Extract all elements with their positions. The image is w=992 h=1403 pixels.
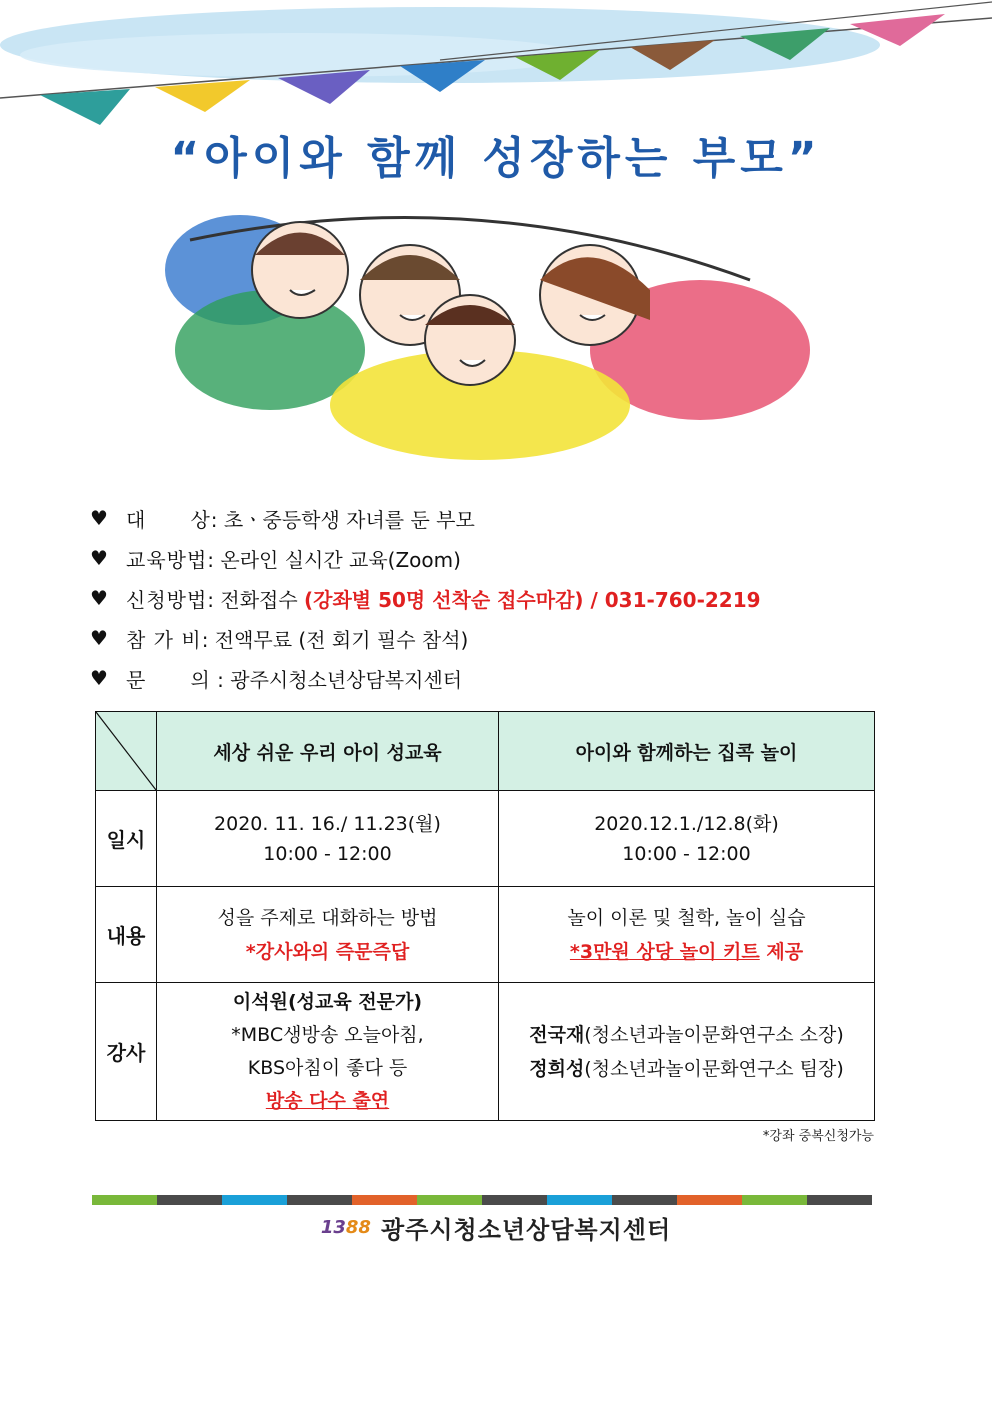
instructor-name: 전국재	[529, 1023, 585, 1046]
footer-bar-segment	[547, 1195, 612, 1205]
table-row-date	[96, 791, 875, 887]
footer-bar-segment	[157, 1195, 222, 1205]
footer-bar-segment	[807, 1195, 872, 1205]
date-text: 2020.12.1./12.8(화)	[594, 812, 779, 835]
instructor-career: *MBC생방송 오늘아침,	[231, 1023, 424, 1046]
content-text: 성을 주제로 대화하는 방법	[217, 906, 438, 929]
row-label-date: 일시	[96, 791, 157, 887]
row-label-instructor: 강사	[96, 983, 157, 1121]
content-text: 놀이 이론 및 철학, 놀이 실습	[567, 906, 806, 929]
footer-color-bar	[92, 1195, 872, 1205]
date-text: 2020. 11. 16./ 11.23(월)	[214, 812, 441, 835]
instructor-career: KBS아침이 좋다 등	[247, 1056, 408, 1079]
content-cell-2	[499, 887, 875, 983]
footer	[0, 1210, 992, 1245]
footnote: *강좌 중복신청가능	[762, 1129, 874, 1144]
column-header-sex-education: 세상 쉬운 우리 아이 성교육	[157, 712, 499, 791]
info-value: : 광주시청소년상담복지센터	[210, 667, 463, 692]
info-label: 문 의	[126, 667, 211, 692]
info-value: : 온라인 실시간 교육(Zoom)	[207, 547, 461, 572]
footer-bar-segment	[352, 1195, 417, 1205]
column-header-home-play: 아이와 함께하는 집콕 놀이	[499, 712, 875, 791]
heart-icon: ♥	[90, 666, 108, 690]
instructor-highlight: 방송 다수 출연	[265, 1089, 390, 1112]
date-cell-1	[157, 791, 499, 887]
diagonal-cell	[96, 712, 157, 791]
heart-icon: ♥	[90, 626, 108, 650]
content-highlight-suffix: 제공	[759, 940, 804, 963]
row-label-content: 내용	[96, 887, 157, 983]
info-target	[90, 498, 910, 538]
footer-bar-segment	[287, 1195, 352, 1205]
page-title: “아이와 함께 성장하는 부모”	[170, 133, 822, 184]
info-list	[90, 498, 910, 698]
heart-icon: ♥	[90, 586, 108, 610]
footer-bar-segment	[222, 1195, 287, 1205]
footer-bar-segment	[742, 1195, 807, 1205]
info-apply	[90, 578, 910, 618]
content-cell-1	[157, 887, 499, 983]
instructor-cell-1	[157, 983, 499, 1121]
table-header-row	[96, 712, 875, 791]
info-method	[90, 538, 910, 578]
info-label: 대 상	[126, 507, 211, 532]
instructor-name: 정희성	[529, 1057, 585, 1080]
instructor-cell-2	[499, 983, 875, 1121]
time-text: 10:00 - 12:00	[263, 842, 392, 865]
info-label: 교육방법	[126, 547, 208, 572]
footer-bar-segment	[677, 1195, 742, 1205]
schedule-table	[95, 711, 875, 1121]
logo-1388: 1388	[320, 1217, 371, 1238]
date-cell-2	[499, 791, 875, 887]
footer-bar-segment	[417, 1195, 482, 1205]
bunting-banner	[0, 0, 992, 130]
time-text: 10:00 - 12:00	[622, 842, 751, 865]
family-illustration	[150, 200, 820, 460]
instructor-role: (청소년과놀이문화연구소 소장)	[584, 1023, 844, 1046]
instructor-role: (청소년과놀이문화연구소 팀장)	[584, 1057, 844, 1080]
table-row-instructor	[96, 983, 875, 1121]
info-value: : 전화접수	[207, 587, 305, 612]
footer-org-name: 광주시청소년상담복지센터	[380, 1216, 672, 1244]
content-highlight: *3만원 상당 놀이 키트	[569, 940, 760, 963]
info-value: : 초ㆍ중등학생 자녀를 둔 부모	[210, 507, 475, 532]
info-value: : 전액무료 (전 회기 필수 참석)	[201, 627, 469, 652]
info-contact	[90, 658, 910, 698]
table-row-content	[96, 887, 875, 983]
footer-bar-segment	[92, 1195, 157, 1205]
info-label: 참 가 비	[126, 627, 202, 652]
footer-bar-segment	[612, 1195, 677, 1205]
info-fee	[90, 618, 910, 658]
info-highlight: (강좌별 50명 선착순 접수마감) / 031-760-2219	[304, 587, 761, 612]
info-label: 신청방법	[126, 587, 208, 612]
heart-icon: ♥	[90, 506, 108, 530]
footer-bar-segment	[482, 1195, 547, 1205]
heart-icon: ♥	[90, 546, 108, 570]
content-highlight: *강사와의 즉문즉답	[245, 940, 410, 963]
instructor-name: 이석원(성교육 전문가)	[232, 990, 423, 1013]
